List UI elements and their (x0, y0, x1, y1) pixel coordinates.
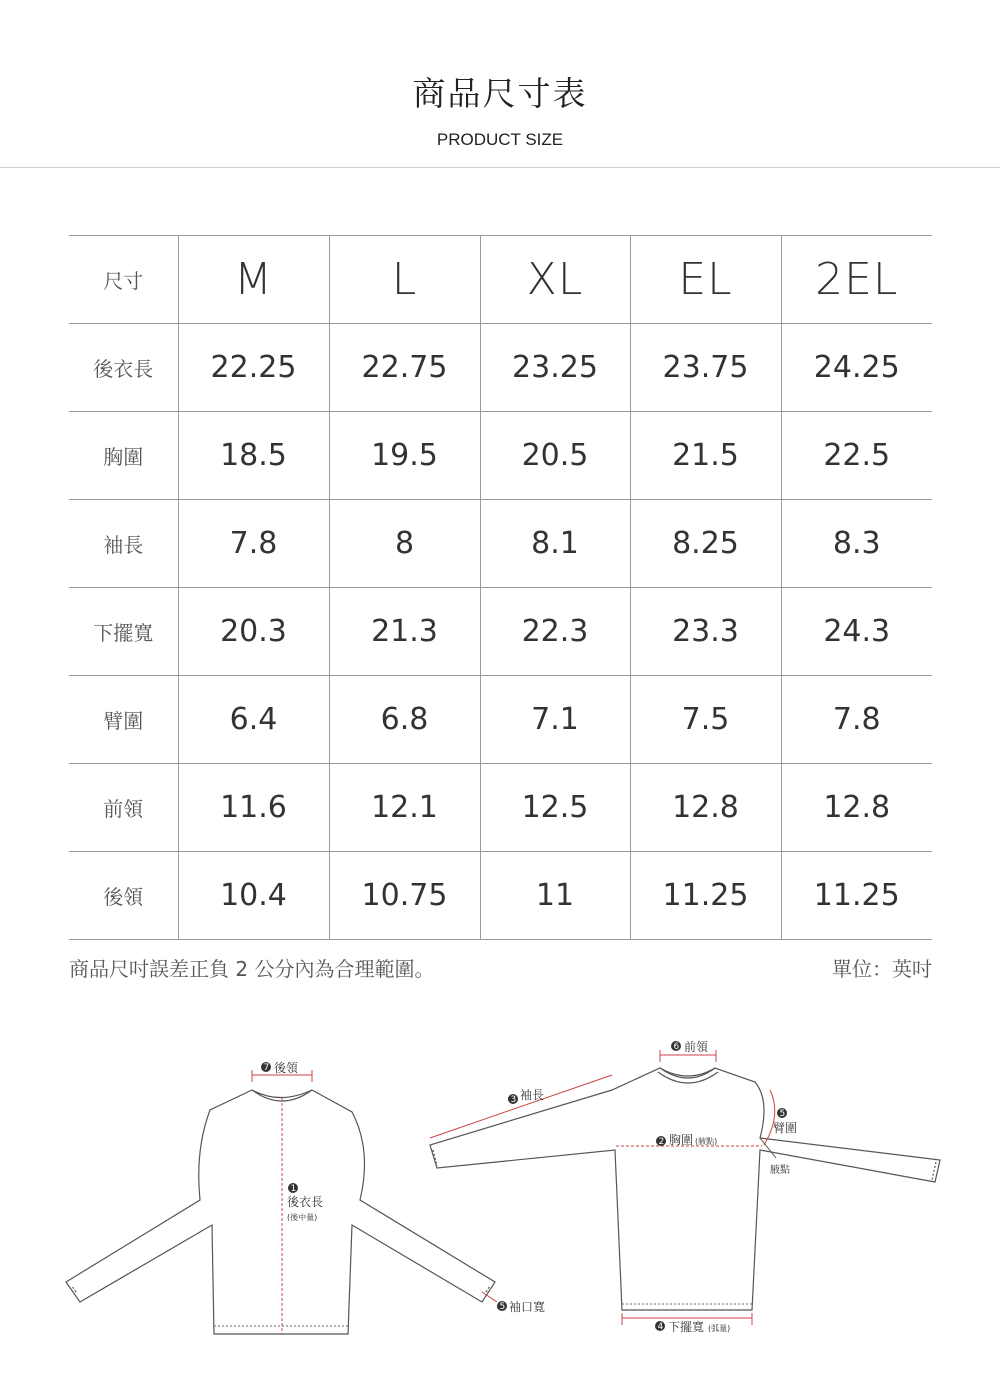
table-cell: 8.1 (480, 500, 630, 588)
row-label: 後領 (69, 852, 178, 940)
table-row (69, 764, 932, 852)
table-cell: 22.75 (329, 324, 480, 412)
page-title: 商品尺寸表 (412, 74, 588, 113)
row-label: 袖長 (69, 500, 178, 588)
size-table (69, 235, 932, 940)
table-cell: 11.6 (178, 764, 329, 852)
row-label: 臂圍 (69, 676, 178, 764)
sleeve-length-measure (430, 1075, 612, 1138)
table-cell: 21.3 (329, 588, 480, 676)
badge-number: 5 (499, 1302, 506, 1312)
table-cell: 12.8 (630, 764, 781, 852)
table-cell: 10.75 (329, 852, 480, 940)
table-row (69, 324, 932, 412)
table-cell: 23.75 (630, 324, 781, 412)
back-neck-measure (252, 1060, 312, 1082)
table-row (69, 852, 932, 940)
table-cell: 19.5 (329, 412, 480, 500)
chest-note: (腋點) (695, 1137, 718, 1146)
table-cell: 11 (480, 852, 630, 940)
table-cell: 20.3 (178, 588, 329, 676)
badge-number: 7 (263, 1063, 270, 1073)
chest-measure (616, 1132, 762, 1147)
row-label: 下擺寬 (69, 588, 178, 676)
front-neck-label: 前領 (684, 1040, 709, 1054)
page-header (0, 0, 1000, 168)
measurement-diagram (0, 1020, 1000, 1360)
badge-number: 5 (779, 1109, 786, 1119)
corner-label: 尺寸 (69, 236, 178, 324)
hem-note: (弧量) (708, 1324, 731, 1333)
cuff-width-label: 袖口寬 (509, 1300, 546, 1314)
table-cell: 12.5 (480, 764, 630, 852)
table-cell: 18.5 (178, 412, 329, 500)
table-cell: 7.8 (178, 500, 329, 588)
armpit-label: 腋點 (770, 1165, 790, 1176)
table-cell: 22.25 (178, 324, 329, 412)
row-label: 胸圍 (69, 412, 178, 500)
size-el: EL (630, 236, 781, 324)
table-cell: 20.5 (480, 412, 630, 500)
table-cell: 23.3 (630, 588, 781, 676)
table-cell: 6.8 (329, 676, 480, 764)
hem-label: 下擺寬 (668, 1320, 705, 1334)
table-cell: 6.4 (178, 676, 329, 764)
back-neck-label: 後領 (274, 1061, 299, 1075)
table-cell: 22.3 (480, 588, 630, 676)
arm-circ-measure (764, 1090, 797, 1145)
size-l: L (329, 236, 480, 324)
table-cell: 8.3 (781, 500, 932, 588)
size-2el: 2EL (781, 236, 932, 324)
table-cell: 11.25 (630, 852, 781, 940)
table-cell: 8 (329, 500, 480, 588)
armpit-marker (760, 1138, 790, 1176)
table-cell: 8.25 (630, 500, 781, 588)
table-cell: 21.5 (630, 412, 781, 500)
page-subtitle: PRODUCT SIZE (436, 130, 564, 149)
row-label: 後衣長 (69, 324, 178, 412)
table-cell: 12.8 (781, 764, 932, 852)
size-xl: XL (480, 236, 630, 324)
table-cell: 7.5 (630, 676, 781, 764)
back-length-label: 後衣長 (287, 1195, 324, 1209)
table-cell: 7.1 (480, 676, 630, 764)
hem-measure (622, 1313, 752, 1334)
table-cell: 22.5 (781, 412, 932, 500)
cuff-width-measure (482, 1292, 545, 1314)
badge-number: 3 (510, 1095, 517, 1105)
table-cell: 24.25 (781, 324, 932, 412)
badge-number: 6 (673, 1042, 680, 1052)
table-cell: 23.25 (480, 324, 630, 412)
sleeve-length-label: 袖長 (520, 1088, 545, 1102)
table-row (69, 412, 932, 500)
back-length-note: (後中量) (287, 1213, 318, 1222)
table-row (69, 588, 932, 676)
back-shirt-drawing (66, 1090, 495, 1334)
table-cell: 10.4 (178, 852, 329, 940)
back-length-measure (282, 1098, 323, 1334)
header-divider (0, 167, 1000, 168)
unit-label: 單位：英吋 (832, 957, 932, 981)
table-cell: 11.25 (781, 852, 932, 940)
chest-label: 胸圍 (669, 1133, 694, 1147)
table-row (69, 500, 932, 588)
badge-number: 2 (658, 1137, 665, 1147)
badge-number: 4 (657, 1322, 664, 1332)
tolerance-note: 商品尺吋誤差正負 2 公分內為合理範圍。 (69, 957, 435, 981)
size-m: M (178, 236, 329, 324)
arm-circ-label: 臂圍 (773, 1121, 798, 1135)
table-cell: 12.1 (329, 764, 480, 852)
size-header-row (69, 236, 932, 324)
table-cell: 7.8 (781, 676, 932, 764)
badge-number: 1 (290, 1184, 297, 1194)
front-shirt-drawing (430, 1068, 940, 1310)
row-label: 前領 (69, 764, 178, 852)
table-row (69, 676, 932, 764)
table-cell: 24.3 (781, 588, 932, 676)
front-neck-measure (660, 1040, 716, 1062)
